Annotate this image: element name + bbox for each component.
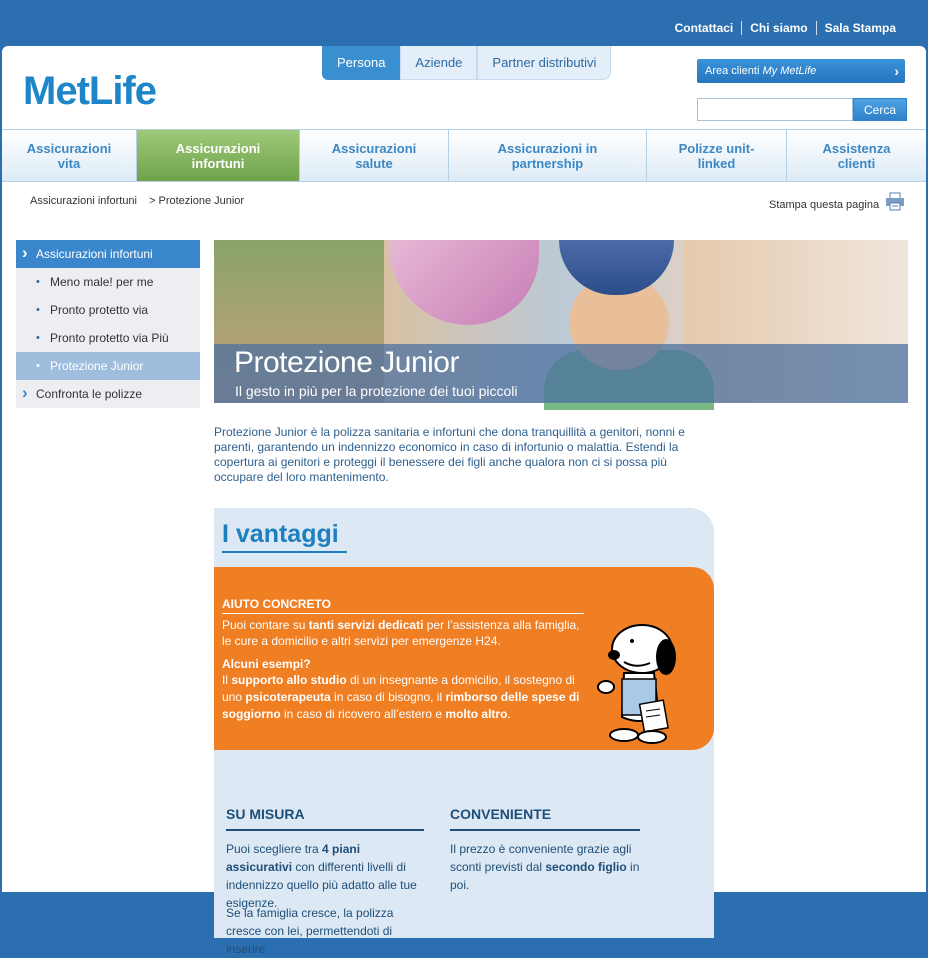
su-misura-text: Puoi scegliere tra 4 piani assicurativi con differenti livelli di indennizzo quello più adatto alle tue esigenze. [226, 842, 417, 910]
nav-label: Assicurazioni salute [331, 140, 417, 171]
esempi-text: Il supporto allo studio di un insegnante a domicilio, il sostegno di uno psicoterapeuta in caso di bisogno, il rimborso delle spese di soggiorno in caso di ricovero all’estero e molto altro. [222, 673, 580, 721]
sidebar-item-pronto-protetto-via-piu[interactable]: • Pronto protetto via Più [16, 324, 200, 352]
nav-polizze-unit-linked[interactable] [647, 130, 787, 181]
hero-title: Protezione Junior [234, 346, 459, 379]
vantaggi-title: I vantaggi [222, 520, 347, 553]
nav-label: Assicurazioni vita [26, 140, 112, 171]
aiuto-concreto-title: AIUTO CONCRETO [222, 597, 584, 614]
tab-persona[interactable]: Persona [322, 46, 400, 80]
chevron-right-icon: › [894, 63, 899, 79]
tab-aziende[interactable]: Aziende [400, 46, 477, 80]
area-clienti-label: Area clienti [705, 65, 763, 77]
sidebar-item-meno-male[interactable]: • Meno male! per me [16, 268, 200, 296]
nav-label: Assistenza clienti [822, 140, 891, 171]
su-misura-text-2: Se la famiglia cresce, la polizza cresce con lei, permettendoti di inserire [226, 906, 394, 956]
area-clienti-brand: My MetLife [762, 65, 817, 77]
area-clienti-button[interactable] [697, 59, 905, 83]
nav-label: Assicurazioni in partnership [497, 140, 598, 171]
sidebar-item-confronta[interactable]: › Confronta le polizze [16, 380, 200, 408]
vantaggi-box [214, 508, 714, 956]
conveniente-text: Il prezzo è conveniente grazie agli sconti previsti dal secondo figlio in poi. [450, 842, 640, 892]
search-input[interactable] [697, 98, 853, 121]
nav-assicurazioni-partnership[interactable] [449, 130, 647, 181]
breadcrumb [30, 195, 244, 207]
sala-stampa-link[interactable]: Sala Stampa [824, 21, 896, 35]
hero-photo-blue-helmet [559, 240, 674, 295]
nav-assicurazioni-vita[interactable] [2, 130, 137, 181]
nav-label: Polizze unit- linked [678, 140, 755, 171]
intro-paragraph: Protezione Junior è la polizza sanitaria e infortuni che dona tranquillità a genitori, nonni e parenti, garantendo un indennizzo economico in caso di infortunio o malattia. Estendi la copertura ai genitori e proteggi il benessere dei figli anche qualora non ci si possa più occupare del loro mantenimento. [214, 425, 685, 484]
search-button[interactable]: Cerca [853, 98, 907, 121]
aiuto-concreto-text: Puoi contare su tanti servizi dedicati per l’assistenza alla famiglia, le cure a domicilio e altri servizi per emergenze H24. [222, 618, 580, 648]
main-nav [2, 129, 926, 182]
hero-photo-pink-helmet [389, 240, 539, 325]
tab-partner-distributivi[interactable]: Partner distributivi [477, 46, 611, 80]
breadcrumb-current: > Protezione Junior [149, 195, 245, 207]
sidebar-menu [16, 240, 200, 408]
sidebar-head-infortuni[interactable]: › Assicurazioni infortuni [16, 240, 200, 268]
aiuto-concreto-panel [214, 567, 714, 750]
nav-assistenza-clienti[interactable] [787, 130, 926, 181]
metlife-logo[interactable]: MetLife [23, 69, 156, 113]
printer-icon[interactable] [885, 193, 905, 211]
sidebar-item-protezione-junior[interactable]: • Protezione Junior [16, 352, 200, 380]
segment-tabs [322, 46, 611, 80]
hero-subtitle: Il gesto in più per la protezione dei tuoi piccoli [235, 383, 518, 399]
page-content [2, 46, 926, 956]
esempi-question: Alcuni esempi? [222, 657, 311, 671]
chi-siamo-link[interactable]: Chi siamo [750, 21, 808, 35]
utility-links [667, 20, 904, 36]
snoopy-illustration [594, 617, 694, 747]
sidebar-item-pronto-protetto-via[interactable]: • Pronto protetto via [16, 296, 200, 324]
contattaci-link[interactable]: Contattaci [674, 21, 734, 35]
conveniente-title: CONVENIENTE [450, 806, 640, 831]
breadcrumb-item[interactable]: Assicurazioni infortuni [30, 195, 137, 207]
print-link[interactable]: Stampa questa pagina [769, 199, 880, 211]
nav-assicurazioni-infortuni[interactable] [137, 130, 300, 181]
nav-label: Assicurazioni infortuni [175, 140, 261, 171]
nav-assicurazioni-salute[interactable] [300, 130, 449, 181]
su-misura-title: SU MISURA [226, 806, 424, 831]
hero-banner [214, 240, 908, 403]
